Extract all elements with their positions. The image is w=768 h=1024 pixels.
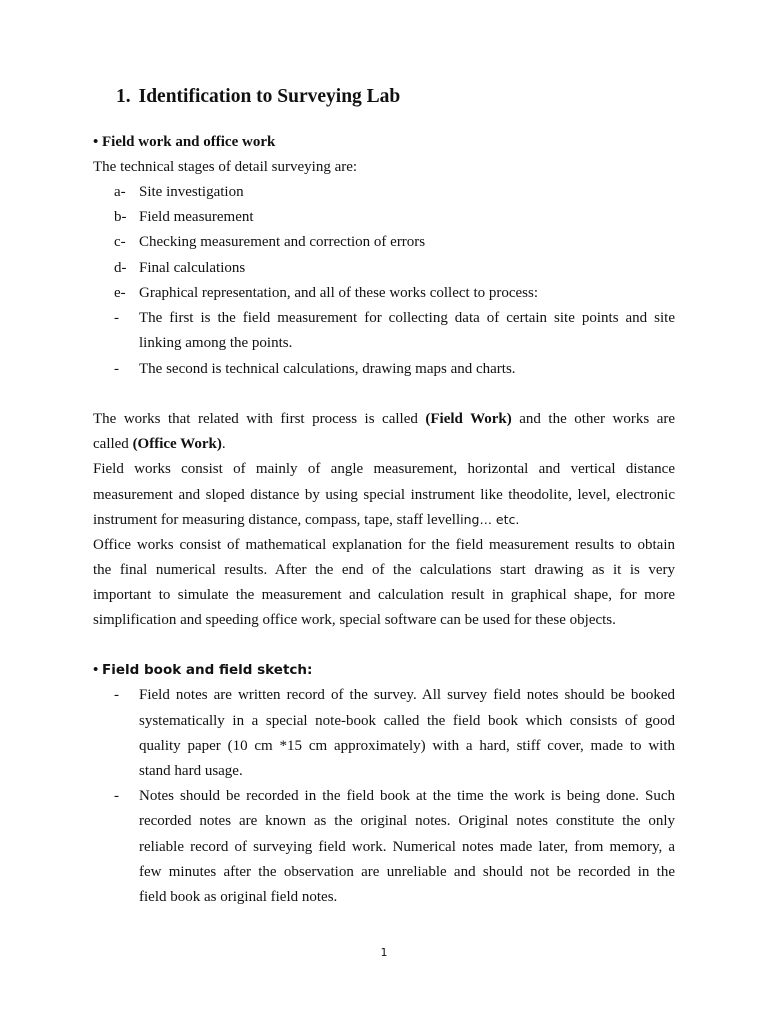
page-title	[116, 86, 400, 108]
section-heading-field-book	[93, 660, 675, 680]
list-marker: c-	[114, 234, 126, 250]
bold-term-field-work: (Field Work)	[425, 411, 512, 427]
section-heading-field-office-work: • Field work and office work	[93, 134, 276, 150]
list-marker: e-	[114, 285, 126, 301]
paragraph-line: the final numerical results. After the end of the calculations start drawing as it is very	[93, 562, 675, 578]
list-item-stage: Site investigation	[139, 184, 244, 200]
list-item-line: recorded notes are known as the original notes. Original notes constitute the only	[139, 813, 675, 829]
paragraph-line	[93, 434, 675, 454]
list-item-line: systematically in a special note-book called the field book which consists of good	[139, 713, 675, 729]
document-page	[93, 0, 675, 1024]
list-item-line: few minutes after the observation are unreliable and should not be recorded in the	[139, 864, 675, 880]
list-item-process-line: The first is the field measurement for collecting data of certain site points and site	[139, 310, 675, 326]
heading-bullet: •	[93, 662, 99, 678]
paragraph-line	[93, 510, 675, 530]
paragraph-line	[93, 409, 675, 429]
stages-intro: The technical stages of detail surveying are:	[93, 159, 358, 175]
list-item-process-line: The second is technical calculations, drawing maps and charts.	[139, 361, 516, 377]
paragraph-text: called	[93, 436, 129, 452]
paragraph-line: Field works consist of mainly of angle measurement, horizontal and vertical distance	[93, 461, 675, 477]
title-text: Identification to Surveying Lab	[138, 86, 401, 107]
list-item-stage: Graphical representation, and all of these works collect to process:	[139, 285, 539, 301]
list-item-line: stand hard usage.	[139, 763, 243, 779]
list-marker: d-	[114, 260, 127, 276]
list-marker: -	[114, 361, 119, 377]
page-number: 1	[380, 946, 388, 959]
list-item-line: field book as original field notes.	[139, 889, 338, 905]
list-item-stage: Final calculations	[139, 260, 246, 276]
paragraph-text: .	[221, 436, 226, 452]
bold-term-office-work: (Office Work)	[132, 436, 222, 452]
paragraph-text: and the other works are	[519, 411, 676, 427]
list-item-line: Field notes are written record of the survey. All survey field notes should be booked	[139, 687, 675, 703]
list-item-stage: Field measurement	[139, 209, 254, 225]
heading-text: Field book and field sketch:	[102, 662, 313, 678]
list-marker: -	[114, 310, 119, 326]
list-item-line: Notes should be recorded in the field book at the time the work is being done. Such	[139, 788, 675, 804]
paragraph-line: measurement and sloped distance by using special instrument like theodolite, level, electronic	[93, 487, 675, 503]
title-number: 1.	[116, 86, 131, 107]
list-marker: -	[114, 687, 119, 703]
list-item-stage: Checking measurement and correction of errors	[139, 234, 426, 250]
paragraph-line: simplification and speeding office work, special software can be used for these objects.	[93, 612, 616, 628]
list-marker: b-	[114, 209, 127, 225]
paragraph-text: instrument for measuring distance, compass, tape, staff levell	[93, 512, 461, 528]
paragraph-line: Office works consist of mathematical explanation for the field measurement results to obtain	[93, 537, 675, 553]
list-item-line: reliable record of surveying field work. Numerical notes made later, from memory, a	[139, 839, 675, 855]
paragraph-text: ing… etc.	[460, 512, 520, 527]
list-item-process-line: linking among the points.	[139, 335, 293, 351]
paragraph-text: The works that related with first process is called	[93, 411, 418, 427]
list-marker: -	[114, 788, 119, 804]
paragraph-line: important to simulate the measurement and calculation result in graphical shape, for more	[93, 587, 675, 603]
list-marker: a-	[114, 184, 126, 200]
list-item-line: quality paper (10 cm *15 cm approximately) with a hard, stiff cover, made to with	[139, 738, 675, 754]
